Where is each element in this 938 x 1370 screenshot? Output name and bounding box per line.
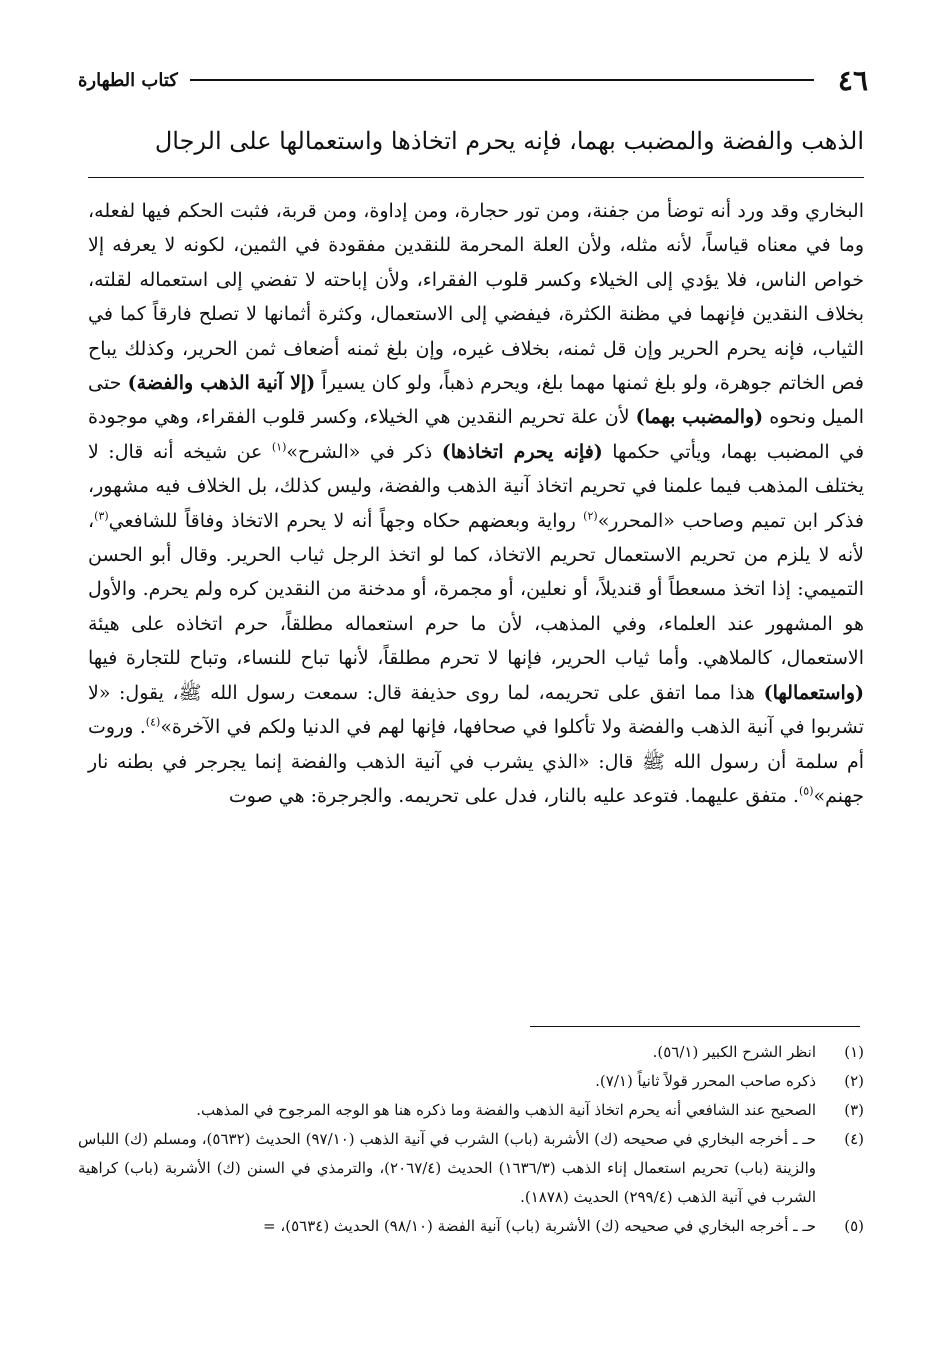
footnote-number: (٥) <box>844 1217 864 1235</box>
footnote-number: (١) <box>844 1043 864 1061</box>
footnote-number: (٢) <box>844 1072 864 1090</box>
matn-quote: (واستعمالها) <box>763 681 864 704</box>
page-number: ٤٦ <box>837 63 868 97</box>
footnote-divider <box>530 1026 860 1027</box>
footnote-ref: (٢) <box>583 509 598 523</box>
footnotes <box>78 1038 864 1241</box>
sharh-text: البخاري وقد ورد أنه توضأ من جفنة، ومن تور حجارة، ومن إداوة، ومن قربة، فثبت الحكم فيها لفعله، وما في معناه قياساً، لأنه مثله، ولأن العلة المحرمة للنقدين مفقودة في الثمين، لكونه لا يعرفه إلا خواص الناس، فلا يؤدي إلى الخيلاء وكسر قلوب الفقراء، ولأن إباحته لا تفضي إلى استعماله لقلته، بخلاف النقدين فإنهما في مظنة الكثرة، فيفضي إلى الاستعمال، وكثرة أثمانها لا تصلح فارقاً كما في الثياب، فإنه يحرم الحرير وإن قل ثمنه، بخلاف غيره، وإن بلغ ثمنه أضعاف ثمن الحرير، وكذلك يباح فص الخاتم جوهرة، ولو بلغ ثمنها مهما بلغ، ويحرم ذهباً، ولو كان يسيراً (إلا آنية الذهب والفضة) حتى الميل ونحوه (والمضبب بهما) لأن علة تحريم النقدين هي الخيلاء، وكسر قلوب الفقراء، وهي موجودة في المضبب بهما، ويأتي حكمها (فإنه يحرم اتخاذها) ذكر في «الشرح»$^{(١)}$ عن شيخه أنه قال: لا يختلف المذهب فيما علمنا في تحريم اتخاذ آنية الذهب والفضة، وليس كذلك، بل الخلاف فيه مشهور، فذكر ابن تميم وصاحب «المحرر»$^{(٢)}$ رواية وبعضهم حكاه وجهاً أنه لا يحرم الاتخاذ وفاقاً للشافعي$^{(٣)}$، لأنه لا يلزم من تحريم الاستعمال تحريم الاتخاذ، كما لو اتخذ الرجل ثياب الحرير. وقال أبو الحسن التميمي: إذا اتخذ مسعطاً أو قنديلاً، أو نعلين، أو مجمرة، أو مدخنة من النقدين كره ولم يحرم. والأول هو المشهور عند العلماء، وفي المذهب، لأن ما حرم استعماله مطلقاً، حرم اتخاذه على هيئة الاستعمال، كالملاهي. وأما ثياب الحرير، فإنها لا تحرم مطلقاً، لأنها تباح للنساء، وتباح للتجارة فيها (واستعمالها) هذا مما اتفق على تحريمه، لما روى حذيفة قال: سمعت رسول الله ﷺ، يقول: «لا تشربوا في آنية الذهب والفضة ولا تأكلوا في صحافها، فإنها لهم في الدنيا ولكم في الآخرة»$^{(٤)}$. وروت أم سلمة أن رسول الله ﷺ قال: «الذي يشرب في آنية الذهب والفضة إنما يجرجر في بطنه نار جهنم»$^{(٥)}$. متفق عليهما. فتوعد عليه بالنار، فدل على تحريمه. والجرجرة: هي صوت <box>88 200 865 807</box>
footnote <box>78 1067 864 1096</box>
book-title: كتاب الطهارة <box>78 69 178 91</box>
footnote-number: (٤) <box>844 1130 864 1148</box>
footnote-text: حـ ـ أخرجه البخاري في صحيحه (ك) الأشربة (باب) آنية الفضة (٩٨/١٠) الحديث (٥٦٣٤)، = <box>263 1217 816 1235</box>
matn-divider <box>88 177 864 178</box>
page-header <box>78 60 868 100</box>
footnote-ref: (٥) <box>798 784 814 798</box>
header-rule <box>190 79 814 81</box>
footnote-text: الصحيح عند الشافعي أنه يحرم اتخاذ آنية الذهب والفضة وما ذكره هنا هو الوجه المرجوح في المذهب. <box>196 1101 816 1119</box>
matn-quote: (فإنه يحرم اتخاذها) <box>441 440 603 463</box>
matn-text: الذهب والفضة والمضبب بهما، فإنه يحرم اتخاذها واستعمالها على الرجال <box>154 127 864 155</box>
footnote-text: انظر الشرح الكبير (٥٦/١). <box>652 1043 816 1061</box>
matn-quote: (والمضبب بهما) <box>635 406 764 429</box>
matn-quote: (إلا آنية الذهب والفضة) <box>127 372 316 395</box>
footnote <box>78 1125 864 1212</box>
footnote <box>78 1096 864 1125</box>
footnote-ref: (٣) <box>94 509 109 523</box>
footnote-text: ذكره صاحب المحرر قولاً ثانياً (٧/١). <box>595 1072 816 1090</box>
footnote <box>78 1212 864 1241</box>
footnote-ref: (٤) <box>145 715 161 729</box>
footnote <box>78 1038 864 1067</box>
footnote-ref: (١) <box>271 440 287 454</box>
footnote-number: (٣) <box>844 1101 864 1119</box>
footnote-text: حـ ـ أخرجه البخاري في صحيحه (ك) الأشربة (باب) الشرب في آنية الذهب (٩٧/١٠) الحديث (٥٦٣٢)، ومسلم (ك) اللباس والزينة (باب) تحريم استعمال إناء الذهب (١٦٣٦/٣) الحديث (٢٠٦٧/٤)، والترمذي في السنن (ك) الأشربة (باب) كراهية الشرب في آنية الذهب (٢٩٩/٤) الحديث (١٨٧٨). <box>78 1130 816 1206</box>
